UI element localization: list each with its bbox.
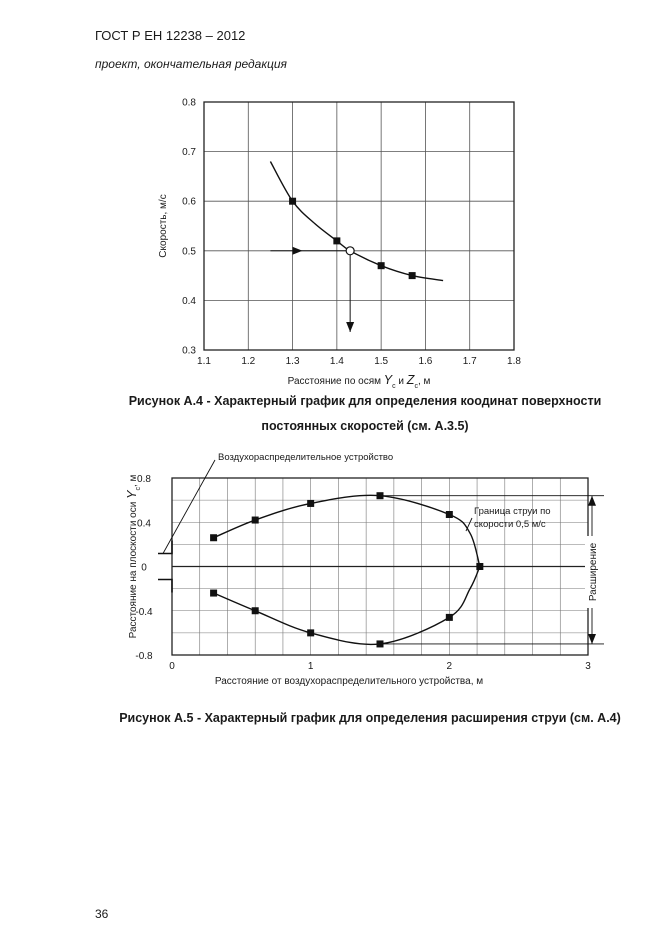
figure-a5-caption: Рисунок А.5 - Характерный график для определения расширения струи (см. А.4) (119, 711, 621, 725)
data-marker (446, 614, 453, 621)
boundary-annotation-line1: Граница струи по (474, 506, 551, 517)
data-marker (307, 629, 314, 636)
boundary-annotation-line2: скорости 0,5 м/с (474, 519, 546, 530)
x-tick-label: 1.6 (418, 356, 433, 367)
jet-boundary-upper (214, 495, 480, 566)
y-tick-label: -0.4 (135, 606, 153, 618)
y-tick-label: 0.7 (182, 147, 196, 159)
x-axis-label-part: Z (406, 373, 415, 387)
x-axis-label-part: c (392, 382, 396, 390)
y-axis-label: Скорость, м/с (158, 194, 169, 258)
device-leader-line (163, 460, 215, 554)
page-number: 36 (95, 907, 109, 921)
y-tick-label: -0.8 (135, 651, 153, 662)
document-status: проект, окончательная редакция (95, 57, 287, 71)
x-tick-label: 1.3 (285, 356, 300, 367)
y-tick-label: 0.4 (137, 518, 151, 530)
device-outline-bottom (158, 580, 172, 593)
x-axis-label-part: , м (417, 376, 431, 387)
y-tick-label: 0.3 (182, 345, 196, 357)
y-tick-label: 0.8 (182, 97, 196, 109)
x-tick-label: 1.2 (241, 356, 256, 367)
down-arrow-icon (588, 634, 596, 644)
data-marker (210, 534, 217, 541)
x-tick-label: 1.5 (374, 356, 389, 367)
x-axis-label: Расстояние от воздухораспределительного устройства, м (214, 676, 484, 687)
data-marker (446, 511, 453, 518)
x-tick-label: 1.8 (507, 356, 521, 367)
y-tick-label: 0.4 (182, 295, 196, 307)
boundary-leader-line (466, 518, 472, 531)
y-axis-label-part: Y (125, 490, 139, 499)
device-annotation: Воздухораспределительное устройство (218, 452, 394, 463)
data-marker (252, 517, 259, 524)
spread-label: Расширение (588, 542, 599, 602)
up-arrow-icon (588, 496, 596, 506)
data-marker (210, 590, 217, 597)
x-tick-label: 1 (307, 661, 314, 672)
x-tick-label: 0 (169, 661, 175, 672)
x-tick-label: 3 (585, 661, 591, 672)
x-tick-label: 1.7 (462, 356, 477, 367)
figure-a4-caption-line1: Рисунок А.4 - Характерный график для определения коодинат поверхности (128, 394, 602, 408)
x-axis-label-part: и (395, 376, 407, 387)
y-tick-label: 0 (141, 562, 147, 574)
x-tick-label: 1.1 (197, 356, 211, 367)
data-marker (307, 500, 314, 507)
y-tick-label: 0.6 (182, 196, 196, 208)
y-axis-label-part: , м (128, 474, 139, 488)
x-tick-label: 1.4 (329, 356, 344, 367)
x-axis-label-part: Расстояние по осям (287, 376, 384, 387)
x-axis-label-part: c (414, 382, 418, 390)
device-outline-top (158, 541, 172, 554)
document-header: ГОСТ Р ЕН 12238 – 2012 (95, 28, 246, 43)
y-tick-label: 0.5 (182, 246, 196, 258)
y-axis-label-part: Расстояние на плоскости оси (128, 498, 139, 639)
y-tick-label: 0.8 (137, 474, 151, 485)
x-axis-label-part: Y (383, 373, 393, 387)
y-axis-label-part: c (134, 487, 142, 491)
x-tick-label: 2 (446, 661, 453, 672)
data-marker (476, 563, 483, 570)
data-marker (252, 607, 259, 614)
figure-a4-caption-line2: постоянных скоростей (см. А.3.5) (261, 419, 469, 433)
